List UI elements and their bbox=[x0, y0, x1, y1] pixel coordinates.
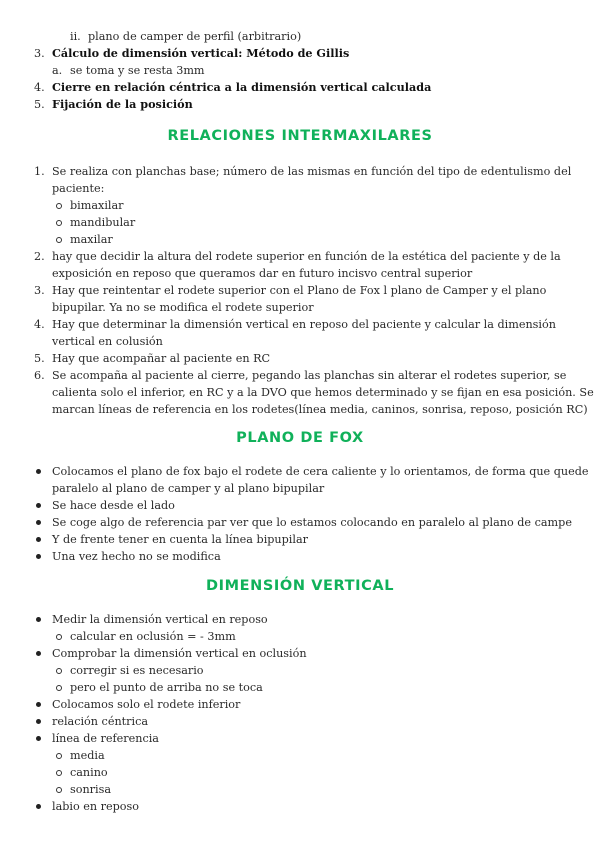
list-item-resta: se toma y se resta 3mm bbox=[70, 64, 205, 77]
list-item-text: calienta solo el inferior, en RC y a la DVO que hemos determinado y se fijan en esa posición. Se bbox=[52, 386, 594, 399]
list-marker: 6. bbox=[34, 369, 45, 382]
list-item-text: Hay que reintentar el rodete superior con el Plano de Fox l plano de Camper y el plano bbox=[52, 284, 547, 297]
hollow-bullet-icon bbox=[56, 685, 62, 691]
list-item-text: Se coge algo de referencia par ver que lo estamos colocando en paralelo al plano de campe bbox=[52, 516, 572, 529]
list-item-text: relación céntrica bbox=[52, 715, 149, 728]
list-item-text: Se hace desde el lado bbox=[52, 499, 175, 512]
bullet-icon bbox=[36, 736, 41, 741]
list-marker: 3. bbox=[34, 284, 45, 297]
sub-list-item: canino bbox=[70, 766, 108, 779]
hollow-bullet-icon bbox=[56, 220, 62, 226]
bullet-icon bbox=[36, 702, 41, 707]
section-heading-dimension-vertical: DIMENSIÓN VERTICAL bbox=[205, 578, 395, 594]
sub-list-item: mandibular bbox=[70, 216, 136, 229]
list-item-text: Medir la dimensión vertical en reposo bbox=[52, 613, 268, 626]
hollow-bullet-icon bbox=[56, 770, 62, 776]
list-item-gillis: Cálculo de dimensión vertical: Método de Gillis bbox=[52, 46, 350, 60]
hollow-bullet-icon bbox=[56, 634, 62, 640]
list-item-text: Se realiza con planchas base; número de las mismas en función del tipo de edentulismo del bbox=[52, 165, 572, 178]
list-item-text: Hay que acompañar al paciente en RC bbox=[52, 352, 271, 365]
sub-list-item: media bbox=[70, 749, 105, 762]
list-item-cierre: Cierre en relación céntrica a la dimensión vertical calculada bbox=[52, 80, 432, 94]
bullet-icon bbox=[36, 469, 41, 474]
bullet-icon bbox=[36, 537, 41, 542]
list-item-text: exposición en reposo que queramos dar en futuro incisvo central superior bbox=[52, 267, 473, 280]
list-marker: 3. bbox=[34, 47, 45, 60]
bullet-icon bbox=[36, 617, 41, 622]
hollow-bullet-icon bbox=[56, 237, 62, 243]
bullet-icon bbox=[36, 554, 41, 559]
list-item-text: paciente: bbox=[52, 182, 105, 195]
list-item-text: bipupilar. Ya no se modifica el rodete superior bbox=[52, 301, 314, 314]
hollow-bullet-icon bbox=[56, 753, 62, 759]
section-heading-relaciones: RELACIONES INTERMAXILARES bbox=[167, 128, 433, 144]
bullet-icon bbox=[36, 719, 41, 724]
list-item-text: Colocamos solo el rodete inferior bbox=[52, 698, 241, 711]
list-item-text: vertical en colusión bbox=[52, 335, 163, 348]
list-item-text: Comprobar la dimensión vertical en oclusión bbox=[52, 647, 307, 660]
hollow-bullet-icon bbox=[56, 668, 62, 674]
hollow-bullet-icon bbox=[56, 203, 62, 209]
list-marker: 1. bbox=[34, 165, 45, 178]
list-item-text: Y de frente tener en cuenta la línea bipupilar bbox=[52, 533, 308, 546]
list-item-text: línea de referencia bbox=[52, 732, 159, 745]
list-item-text: paralelo al plano de camper y al plano bipupilar bbox=[52, 482, 325, 495]
list-marker: a. bbox=[52, 64, 63, 77]
section-heading-plano-fox: PLANO DE FOX bbox=[236, 430, 364, 446]
list-marker: 2. bbox=[34, 250, 45, 263]
sub-list-item: bimaxilar bbox=[70, 199, 124, 212]
bullet-icon bbox=[36, 520, 41, 525]
list-marker: 5. bbox=[34, 352, 45, 365]
list-item-text: marcan líneas de referencia en los rodetes(línea media, caninos, sonrisa, reposo, posición RC) bbox=[52, 403, 588, 416]
hollow-bullet-icon bbox=[56, 787, 62, 793]
list-marker: 4. bbox=[34, 318, 45, 331]
bullet-icon bbox=[36, 804, 41, 809]
list-item-text: hay que decidir la altura del rodete superior en función de la estética del paciente y de la bbox=[52, 250, 561, 263]
list-item-text: Hay que determinar la dimensión vertical en reposo del paciente y calcular la dimensión bbox=[52, 318, 556, 331]
list-item-camper-profile: plano de camper de perfil (arbitrario) bbox=[88, 30, 302, 43]
sub-list-item: calcular en oclusión = - 3mm bbox=[70, 630, 236, 643]
sub-list-item: pero el punto de arriba no se toca bbox=[70, 681, 263, 694]
list-item-text: Una vez hecho no se modifica bbox=[52, 550, 221, 563]
list-item-text: Colocamos el plano de fox bajo el rodete de cera caliente y lo orientamos, de forma que quede bbox=[52, 465, 589, 478]
bullet-icon bbox=[36, 503, 41, 508]
list-item-fijacion: Fijación de la posición bbox=[52, 97, 193, 111]
list-marker: 5. bbox=[34, 98, 45, 111]
list-item-text: Se acompaña al paciente al cierre, pegando las planchas sin alterar el rodetes superior, se bbox=[52, 369, 567, 382]
bullet-icon bbox=[36, 651, 41, 656]
sub-list-item: maxilar bbox=[70, 233, 113, 246]
list-item-text: labio en reposo bbox=[52, 800, 140, 813]
sub-list-item: corregir si es necesario bbox=[70, 664, 204, 677]
sub-list-item: sonrisa bbox=[70, 783, 112, 796]
list-marker: 4. bbox=[34, 81, 45, 94]
list-marker: ii. bbox=[70, 30, 81, 43]
